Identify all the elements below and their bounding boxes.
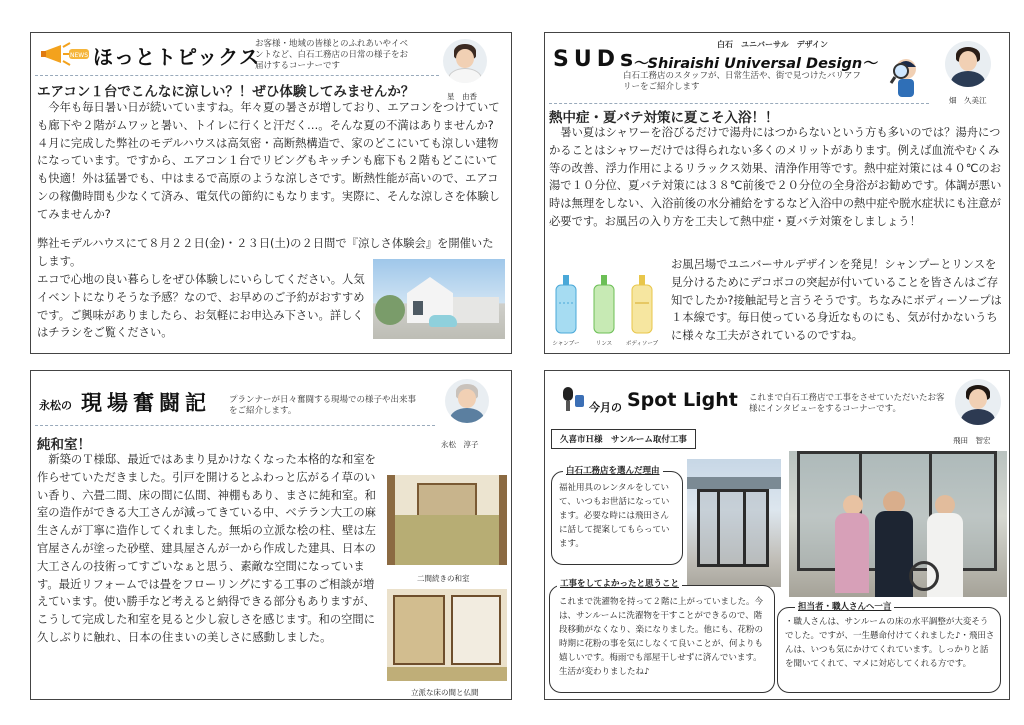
message-answer: ・職人さんは、サンルームの床の水平調整が大変そうでした。ですが、一生懸命付けてくれました♪・飛田さんは、いつも気にかけてくれています。しっかりと話を聞いてくれて、マメに対応してくれる方です。: [785, 617, 995, 669]
section-title: Spot Light: [627, 389, 738, 411]
photo-caption: 立派な床の間と仏間: [411, 688, 479, 697]
message-heading: 担当者・職人さんへ一言: [795, 600, 894, 612]
section-subtitle: ～Shiraishi Universal Design～: [633, 56, 877, 72]
megaphone-icon: [39, 41, 89, 67]
project-label: 久喜市Ｈ様 サンルーム取付工事: [551, 429, 696, 449]
reason-heading: 白石工務店を選んだ理由: [563, 464, 663, 476]
spotlight-panel: [544, 370, 1010, 700]
section-title: ほっとトピックス: [93, 45, 260, 69]
section-title: 現場奮闘記: [81, 391, 211, 415]
section-kicker: 白石 ユニバーサル デザイン: [717, 40, 829, 49]
section-prefix: 今月の: [589, 401, 622, 414]
benefit-answer: これまで洗濯物を持って２階に上がっていました。今は、サンルームに洗濯物を干すことができるので、階段移動がなくなり、楽になりました。他にも、花粉の時期に花粉の事を気にしなくて良いことが、何よりも嬉しいです。梅雨でも部屋干しせずに済んでいます。生活が変わりましたね♪: [559, 597, 764, 677]
section-intro: これまで白石工務店で工事をさせていただいたお客様にインタビューをするコーナーです。: [749, 393, 945, 414]
article-headline: 純和室！: [37, 437, 91, 453]
article-body: 今年も毎日暑い日が続いていますね。年々夏の暑さが増しており、エアコンをつけていても廊下や２階がムワッと暑い、トイレに行くと汗だく…。そんな夏の不満はありませんか?４月に完成した弊社のモデルハウスは高気密・高断熱構造で、家のどこにいても涼しい建物になっています。ですから、エアコン１台でリビングもキッチンも廊下も２階もどこにいても快適！外は猛暑でも、中はまるで高原のような涼しさです。断熱性能が高いので、エアコンの稼働時間も少なくて済み、電気代の節約にもなります。実際に、そんな涼しさを体験してみませんか?: [37, 101, 500, 221]
section-title: SUDs: [553, 47, 639, 72]
site-diary-panel: [30, 370, 512, 700]
section-intro: お客様・地域の皆様とのふれあいやイベントなど、白石工務店の日常の様子をお届けするコーナーです: [255, 39, 409, 71]
suds-panel: [544, 32, 1010, 354]
customer-photo: [789, 451, 1007, 597]
sunroom-photo: [687, 459, 781, 587]
tokonoma-photo: [387, 589, 507, 681]
section-intro: プランナーが日々奮闘する現場での様子や出来事をご紹介します。: [229, 395, 417, 416]
bottle-label: シャンプー: [552, 341, 580, 347]
bottles-illustration: [549, 273, 667, 349]
article-body: 新築のＴ様邸、最近ではあまり見かけなくなった本格的な和室を作らせていただきました。引戸を開けるとふわっと広がるイ草のいい香り、六畳二間、床の間に仏間、神棚もあり、まさに純和室。和室の造作ができる大工さんが減ってきている中、ベテラン大工の麻生さんが丁寧に造作してくれました。無垢の立派な桧の柱、壁は左官屋さんが塗った砂壁、建具屋さんが一から作成した建具、日本の大工さんの技術ってすごいなぁと思う、素敵な空間になっています。最近リフォームでは畳をフローリングにする工事のご相談が増えています。使い勝手など考えると納得できる部分もありますが、こうして完成した和室を見ると少し寂しさを感じます。和の空間に久しぶりに触れ、日本の住まいの美しさに感動しました。: [37, 453, 376, 644]
hot-topics-panel: [30, 32, 512, 354]
article-body: 暑い夏はシャワーを浴びるだけで湯舟にはつからないという方も多いのでは？湯舟につかることはシャワーだけでは得られない多くのメリットがあります。例えば血流やむくみ等の改善、浮力作用によるリラックス効果、清浄作用等です。熱中症対策には４０℃のお湯で１０分位、夏バテ対策には３８℃前後で２０分位の全身浴がお勧めです。体調が悪い時は無理をしない、入浴前後の水分補給をするなど入浴中の熱中症や脱水症状にも注意が必要です。お風呂の入り方を工夫して熱中症・夏バテ対策をしましょう！: [549, 126, 1002, 228]
staff-name: 畑 久美江: [949, 96, 987, 105]
staff-name: 永松 淳子: [441, 440, 479, 449]
photo-caption: 二間続きの和室: [417, 574, 470, 583]
staff-photo: [945, 41, 991, 87]
article-closing: お風呂場でユニバーサルデザインを発見！シャンプーとリンスを見分けるためにデコボコの突起が付いていることを皆さんはご存知でしたか?接触記号と言うそうです。ちなみにボディーソープは１本線です。毎日使っている身近なものにも、気が付かないうちに様々な工夫がされているのですね。: [671, 258, 1002, 343]
benefit-heading: 工事をしてよかったと思うこと: [557, 577, 682, 589]
model-house-photo: [373, 259, 505, 339]
tatami-room-photo: [387, 475, 507, 565]
event-announcement: 弊社モデルハウスにて８月２２日(金)・２３日(土)の２日間で『涼しさ体験会』を開催いたします。: [37, 237, 494, 268]
staff-photo: [443, 39, 487, 83]
staff-photo: [955, 379, 1001, 425]
staff-photo: [445, 379, 489, 423]
news-badge: NEWS: [69, 52, 89, 59]
bottle-label: リンス: [595, 341, 613, 347]
section-intro: 白石工務店のスタッフが、日常生活や、街で見つけたバリアフリーをご紹介します: [623, 71, 861, 92]
reason-answer: 福祉用具のレンタルをしていて、いつもお世話になっています。必要な時には飛田さんに話して提案してもらっています。: [559, 483, 670, 549]
section-prefix: 永松の: [39, 399, 72, 412]
microphone-icon: [559, 385, 585, 413]
article-closing: エコで心地の良い暮らしをぜひ体験しにいらしてください。人気イベントになりそうな予感？なので、お早めのご予約がおすすめです。ご興味がありましたら、お気軽にお申込み下さい。詳しくはチラシをご覧ください。: [37, 273, 365, 340]
staff-name: 星 由香: [447, 92, 477, 101]
article-headline: 熱中症・夏バテ対策に夏こそ入浴！！: [549, 110, 779, 126]
bottle-label: ボディソープ: [625, 341, 659, 347]
article-headline: エアコン１台でこんなに涼しい？！ぜひ体験してみませんか？: [37, 84, 415, 100]
magnifier-icon: [889, 55, 923, 99]
staff-name: 飛田 智宏: [953, 436, 991, 445]
